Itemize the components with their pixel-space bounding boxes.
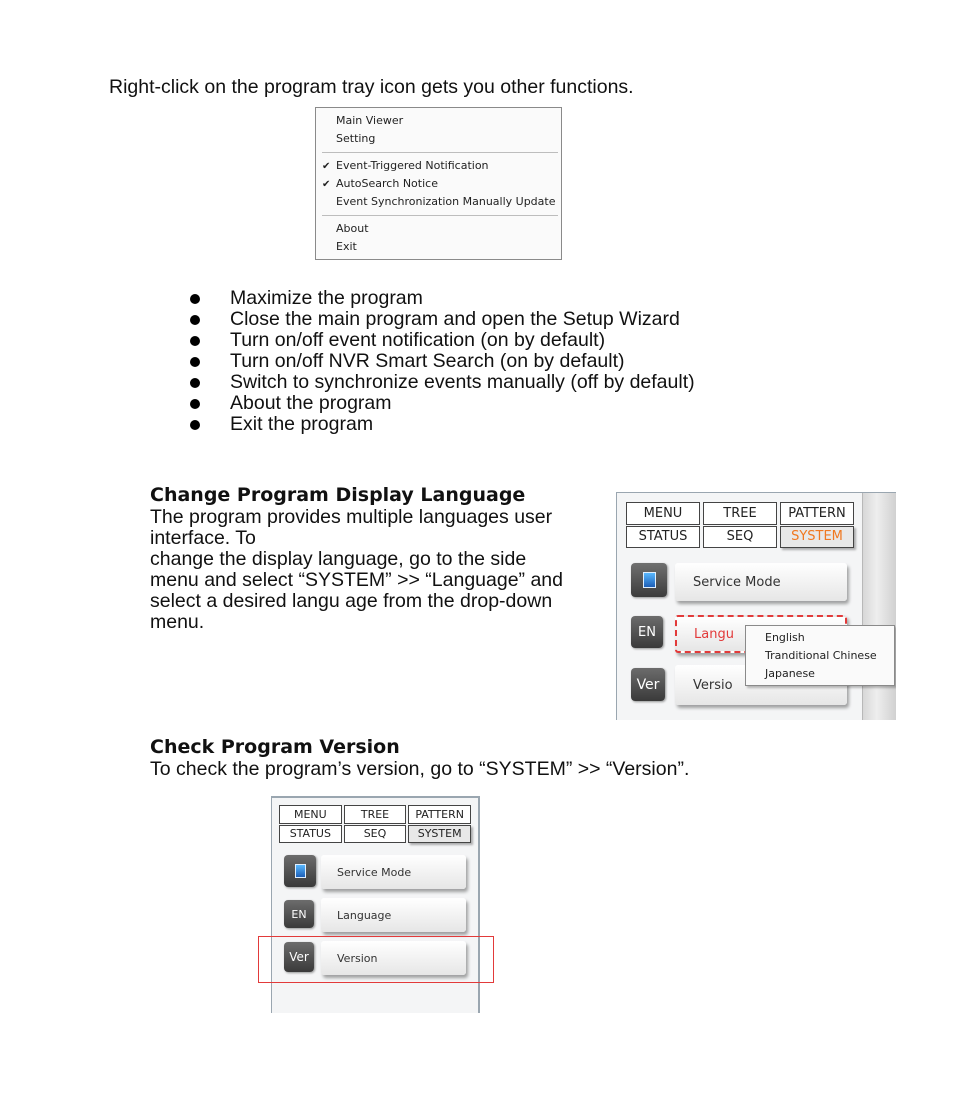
language-heading: Change Program Display Language [150, 484, 526, 506]
dropdown-option-english[interactable]: English [765, 631, 805, 644]
bullet-icon [190, 399, 200, 409]
intro-text: Right-click on the program tray icon gets you other functions. [109, 76, 634, 98]
bullet-icon [190, 315, 200, 325]
system-panel-language [616, 492, 896, 720]
menu-item-main-viewer[interactable]: Main Viewer [336, 114, 404, 127]
panel-tabs [626, 502, 854, 548]
dropdown-option-traditional-chinese[interactable]: Tranditional Chinese [765, 649, 877, 662]
monitor-icon [295, 864, 306, 878]
service-mode-button[interactable]: Service Mode [675, 563, 847, 601]
tab-system[interactable]: SYSTEM [780, 526, 854, 549]
tab-seq[interactable]: SEQ [703, 526, 777, 549]
bullet-icon [190, 336, 200, 346]
en-icon[interactable]: EN [631, 616, 663, 648]
version-heading: Check Program Version [150, 736, 400, 758]
language-description: The program provides multiple languages user interface. To change the display language, go to the side menu and select “SYSTEM” >> “Language” and select a desired langu age from the drop-down menu. [150, 506, 563, 633]
panel-tabs [279, 805, 471, 843]
ver-icon[interactable]: Ver [631, 668, 665, 701]
version-description: To check the program’s version, go to “SYSTEM” >> “Version”. [150, 758, 690, 780]
check-icon: ✔ [322, 179, 331, 190]
dropdown-option-japanese[interactable]: Japanese [765, 667, 815, 680]
service-mode-button[interactable]: Service Mode [321, 855, 466, 889]
tab-status[interactable]: STATUS [626, 526, 700, 549]
tab-tree[interactable]: TREE [344, 805, 407, 824]
tab-pattern[interactable]: PATTERN [780, 502, 854, 525]
tab-system[interactable]: SYSTEM [408, 825, 471, 844]
version-button[interactable]: Version [321, 941, 466, 975]
tab-tree[interactable]: TREE [703, 502, 777, 525]
tab-pattern[interactable]: PATTERN [408, 805, 471, 824]
menu-item-setting[interactable]: Setting [336, 132, 376, 145]
menu-separator [322, 152, 558, 153]
tab-menu[interactable]: MENU [626, 502, 700, 525]
tab-menu[interactable]: MENU [279, 805, 342, 824]
menu-item-about[interactable]: About [336, 222, 369, 235]
monitor-icon [643, 572, 656, 588]
bullet-icon [190, 378, 200, 388]
ver-icon[interactable]: Ver [284, 942, 314, 972]
service-mode-icon[interactable] [284, 855, 316, 887]
menu-item-event-notification[interactable]: Event-Triggered Notification [336, 159, 489, 172]
tray-context-menu [315, 107, 562, 260]
bullet-icon [190, 294, 200, 304]
tab-status[interactable]: STATUS [279, 825, 342, 844]
language-button[interactable]: Langu [675, 615, 847, 653]
menu-item-exit[interactable]: Exit [336, 240, 357, 253]
menu-separator [322, 215, 558, 216]
bullet-icon [190, 357, 200, 367]
service-mode-icon[interactable] [631, 563, 667, 597]
en-icon[interactable]: EN [284, 900, 314, 928]
bullet-icon [190, 420, 200, 430]
language-button[interactable]: Language [321, 898, 466, 932]
language-dropdown [745, 625, 895, 686]
version-highlight-box [258, 936, 494, 983]
function-list: Maximize the program Close the main program and open the Setup Wizard Turn on/off event notification (on by default) Turn on/off NVR Smart Search (on by default) Switch to synchronize events manually (off by default) About the program Exit the program [190, 288, 790, 438]
tab-seq[interactable]: SEQ [344, 825, 407, 844]
version-button[interactable]: Versio [675, 665, 847, 705]
check-icon: ✔ [322, 161, 331, 172]
menu-item-event-sync[interactable]: Event Synchronization Manually Update [336, 195, 556, 208]
menu-item-autosearch-notice[interactable]: AutoSearch Notice [336, 177, 438, 190]
